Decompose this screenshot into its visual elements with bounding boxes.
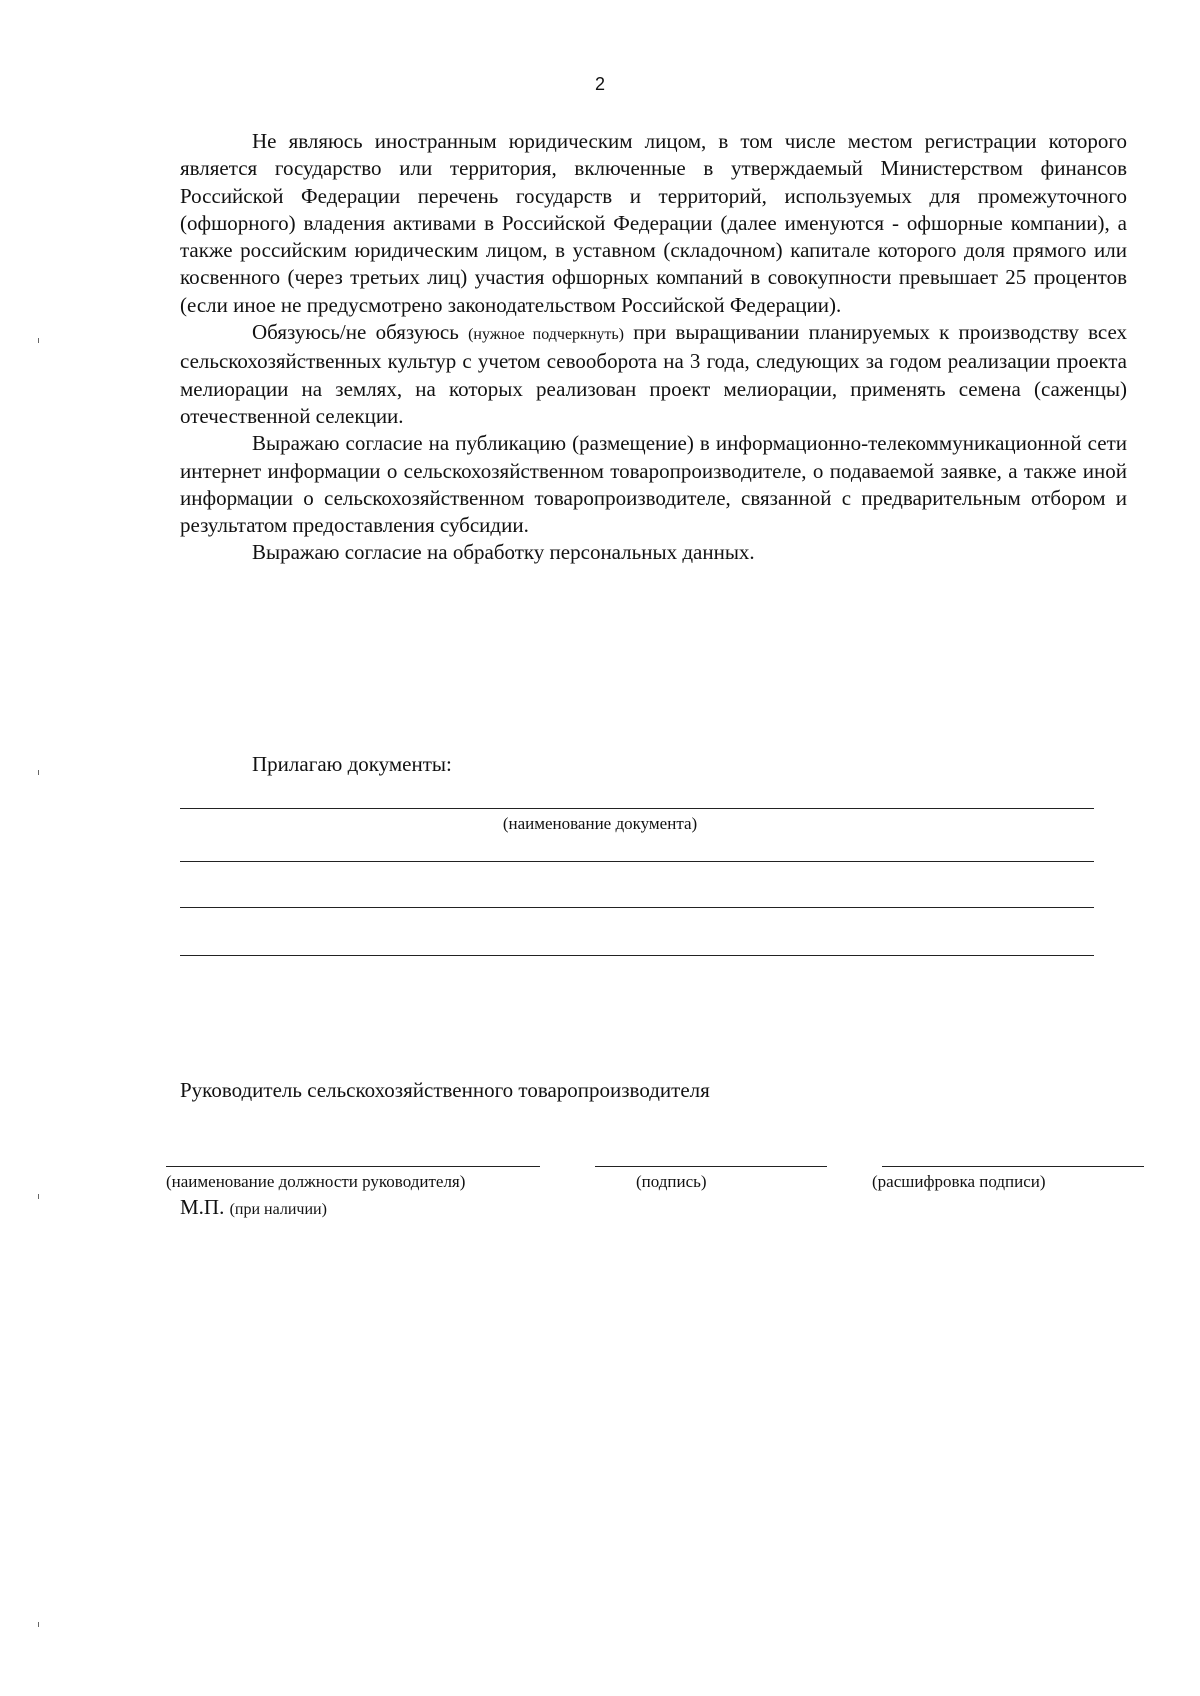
head-title: Руководитель сельскохозяйственного товаропроизводителя	[180, 1078, 710, 1102]
margin-mark	[38, 1622, 39, 1627]
attachment-line-1[interactable]	[180, 808, 1094, 809]
signature-line[interactable]	[595, 1166, 827, 1167]
margin-mark	[38, 770, 39, 775]
attachments-label: Прилагаю документы:	[252, 752, 452, 776]
margin-mark	[38, 338, 39, 343]
attachment-line-3[interactable]	[180, 907, 1094, 908]
obligation-hint: (нужное подчеркнуть)	[468, 326, 625, 344]
obligation-choice: Обязуюсь/не обязуюсь	[252, 320, 459, 345]
stamp-label: М.П.	[180, 1195, 225, 1219]
position-caption: (наименование должности руководителя)	[166, 1172, 466, 1191]
attachment-line-4[interactable]	[180, 955, 1094, 956]
paragraph-seeds-text: при выращивании планируемых к производству всех сельскохозяйственных культур с учетом севооборота на 3 года, следующих за годом реализации проекта мелиорации на землях, на которых реализован проект мелиорации, применять семена (саженцы) отечественной селекции.	[180, 320, 1128, 428]
paragraph-offshore: Не являюсь иностранным юридическим лицом, в том числе местом регистрации которого является государство или территория, включенные в утверждаемый Министерством финансов Российской Федерации перечень государств и территорий, используемых для промежуточного (офшорного) владения активами в Российской Федерации (далее именуются - офшорные компании), а также российским юридическим лицом, в уставном (складочном) капитале которого доля прямого или косвенного (через третьих лиц) участия офшорных компаний в совокупности превышает 25 процентов (если иное не предусмотрено законодательством Российской Федерации).	[180, 129, 1127, 317]
paragraph-personal-data-consent: Выражаю согласие на обработку персональных данных.	[252, 540, 755, 565]
stamp-place	[180, 1195, 327, 1220]
paragraph-seeds	[180, 319, 1127, 430]
document-body	[180, 128, 1127, 567]
paragraph-publication-consent: Выражаю согласие на публикацию (размещение) в информационно-телекоммуникационной сети интернет информации о сельскохозяйственном товаропроизводителе, о подаваемой заявке, а также иной информации о сельскохозяйственном товаропроизводителе, связанной с предварительным отбором и результатом предоставления субсидии.	[180, 431, 1127, 538]
decoding-line[interactable]	[882, 1166, 1144, 1167]
decoding-caption: (расшифровка подписи)	[872, 1172, 1046, 1191]
attachment-caption: (наименование документа)	[502, 814, 698, 833]
signature-caption: (подпись)	[636, 1172, 707, 1191]
stamp-hint: (при наличии)	[229, 1201, 327, 1218]
attachment-line-2[interactable]	[180, 861, 1094, 862]
page-number: 2	[594, 74, 605, 94]
position-line[interactable]	[166, 1166, 540, 1167]
margin-mark	[38, 1194, 39, 1199]
